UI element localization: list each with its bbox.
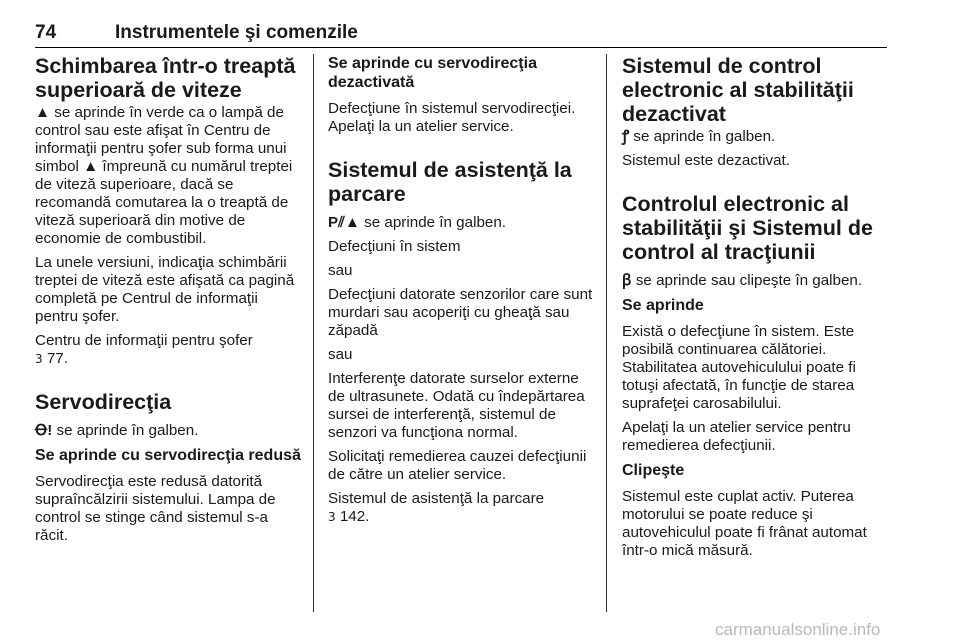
esc-skid-car-icon: ꞵ xyxy=(622,272,632,289)
esc-off-paragraph-1 xyxy=(622,128,890,146)
heading-upshift: Schimbarea într-o treaptă superioară de viteze xyxy=(35,54,296,102)
parking-paragraph-8 xyxy=(328,490,598,526)
watermark-logo: carmanualsonline.info xyxy=(715,620,881,639)
esc-off-icon: ꝭ xyxy=(622,128,630,145)
heading-power-steering: Servodirecţia xyxy=(35,390,172,414)
upshift-text-1: se aprinde în verde ca o lampă de control sau este afişat în Centru de informaţii pentru şofer sub forma unui simbol ▲ împreună cu numărul treptei de viteză superioare, dacă se recomandă comutarea la o treaptă de viteză superioară din motive de economie de combustibil. xyxy=(35,104,293,247)
heading-reduced-steering: Se aprinde cu servodirecţia redusă xyxy=(35,447,301,464)
parking-paragraph-1 xyxy=(328,214,598,232)
upshift-paragraph-1 xyxy=(35,104,303,248)
flashes-paragraph: Sistemul este cuplat activ. Puterea motorului se poate reduce şi autovehiculul poate fi frânat automat într-o mică măsură. xyxy=(622,488,867,559)
upshift-text-3: Centru de informaţii pentru şofer xyxy=(35,332,253,349)
heading-flashes: Clipeşte xyxy=(622,462,685,479)
heading-esc-traction: Controlul electronic al stabilităţii şi Sistemul de control al tracţiunii xyxy=(622,192,873,264)
parking-paragraph-6: Interferenţe datorate surselor externe de ultrasunete. Odată cu îndepărtarea sursei de interferenţă, sistemul de senzori va funcţiona normal. xyxy=(328,370,585,441)
heading-lights-up: Se aprinde xyxy=(622,297,704,314)
esc-traction-paragraph xyxy=(622,272,890,290)
parking-paragraph-5: sau xyxy=(328,346,353,363)
header-rule xyxy=(35,47,887,48)
steering-deactivated-paragraph: Defecţiune în sistemul servodirecţiei. Apelaţi la un atelier service. xyxy=(328,100,576,135)
esc-off-text-1: se aprinde în galben. xyxy=(629,128,776,145)
esc-traction-text: se aprinde sau clipeşte în galben. xyxy=(631,272,863,289)
upshift-paragraph-2: La unele versiuni, indicaţia schimbării treptei de viteză este afişată ca pagină completă pe Centrul de informaţii pentru şofer. xyxy=(35,254,295,325)
column-left xyxy=(35,54,303,551)
steering-text: se aprinde în galben. xyxy=(52,422,199,439)
parking-text-8: Sistemul de asistenţă la parcare xyxy=(328,490,545,507)
page-ref-77[interactable]: 77. xyxy=(42,350,68,367)
shift-up-arrow-icon: ▲ xyxy=(35,104,51,121)
page-ref-142[interactable]: 142. xyxy=(335,508,370,525)
parking-assist-icon: P⫽▲ xyxy=(328,214,360,231)
column-divider-left xyxy=(313,54,314,612)
reduced-steering-paragraph: Servodirecţia este redusă datorită supraîncălzirii sistemului. Lampa de control se stinge când sistemul s-a răcit. xyxy=(35,473,276,544)
upshift-paragraph-3 xyxy=(35,332,303,368)
lights-up-paragraph-2: Apelaţi la un atelier service pentru remedierea defecţiunii. xyxy=(622,419,851,454)
page-ref-arrow-icon: 3 xyxy=(328,510,336,524)
page-number: 74 xyxy=(35,22,57,43)
running-title: Instrumentele şi comenzile xyxy=(115,22,358,43)
heading-steering-deactivated: Se aprinde cu servodirecţia dezactivată xyxy=(328,55,537,91)
parking-paragraph-3: sau xyxy=(328,262,353,279)
parking-paragraph-4: Defecţiuni datorate senzorilor care sunt murdari sau acoperiţi cu gheaţă sau zăpadă xyxy=(328,286,593,339)
column-right xyxy=(622,54,890,566)
heading-parking-assist: Sistemul de asistenţă la parcare xyxy=(328,158,572,206)
steering-paragraph xyxy=(35,422,303,440)
steering-wheel-warning-icon: Ꝋ! xyxy=(35,422,53,439)
heading-esc-deactivated: Sistemul de control electronic al stabilităţii dezactivat xyxy=(622,54,854,126)
column-divider-right xyxy=(606,54,607,612)
parking-paragraph-7: Solicitaţi remedierea cauzei defecţiunii de către un atelier service. xyxy=(328,448,587,483)
parking-paragraph-2: Defecţiuni în sistem xyxy=(328,238,461,255)
column-middle xyxy=(328,54,598,532)
page-ref-arrow-icon: 3 xyxy=(35,352,43,366)
parking-text-1: se aprinde în galben. xyxy=(359,214,507,231)
esc-off-paragraph-2: Sistemul este dezactivat. xyxy=(622,152,790,169)
lights-up-paragraph-1: Există o defecţiune în sistem. Este posibilă continuarea călătoriei. Stabilitatea autovehiculului poate fi totuşi afectată, în funcţie de starea suprafeţei carosabilului. xyxy=(622,323,856,412)
